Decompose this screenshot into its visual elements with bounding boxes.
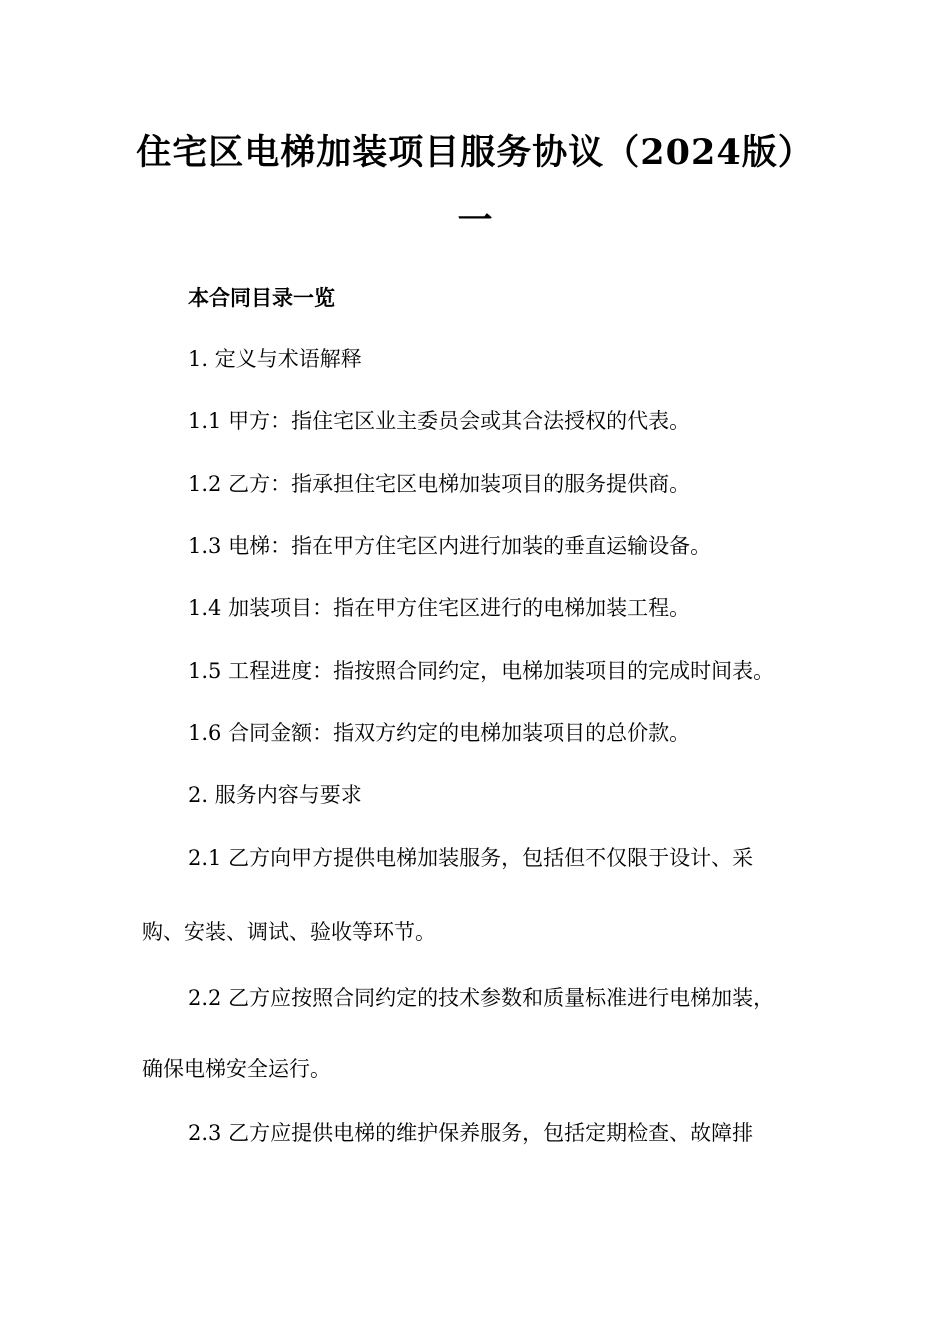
- clause-1-2: 1.2 乙方：指承担住宅区电梯加装项目的服务提供商。: [188, 472, 691, 496]
- clause-2-2-line-2: 确保电梯安全运行。: [142, 1057, 331, 1081]
- section-1-heading: 1. 定义与术语解释: [188, 347, 362, 371]
- clause-1-3: 1.3 电梯：指在甲方住宅区内进行加装的垂直运输设备。: [188, 534, 712, 558]
- clause-1-4: 1.4 加装项目：指在甲方住宅区进行的电梯加装工程。: [188, 596, 691, 620]
- clause-2-2-line-1: 2.2 乙方应按照合同约定的技术参数和质量标准进行电梯加装，: [188, 986, 775, 1010]
- section-2-heading: 2. 服务内容与要求: [188, 783, 362, 807]
- clause-1-1: 1.1 甲方：指住宅区业主委员会或其合法授权的代表。: [188, 409, 691, 433]
- toc-heading: 本合同目录一览: [188, 285, 335, 310]
- document-title-continuation: 一: [457, 200, 493, 241]
- clause-2-1-line-2: 购、安装、调试、验收等环节。: [142, 920, 436, 944]
- clause-2-1-line-1: 2.1 乙方向甲方提供电梯加装服务，包括但不仅限于设计、采: [188, 846, 754, 870]
- clause-1-5: 1.5 工程进度：指按照合同约定，电梯加装项目的完成时间表。: [188, 659, 775, 683]
- clause-1-6: 1.6 合同金额：指双方约定的电梯加装项目的总价款。: [188, 721, 691, 745]
- document-title: 住宅区电梯加装项目服务协议（2024版）: [136, 132, 814, 173]
- clause-2-3-line-1: 2.3 乙方应提供电梯的维护保养服务，包括定期检查、故障排: [188, 1121, 754, 1145]
